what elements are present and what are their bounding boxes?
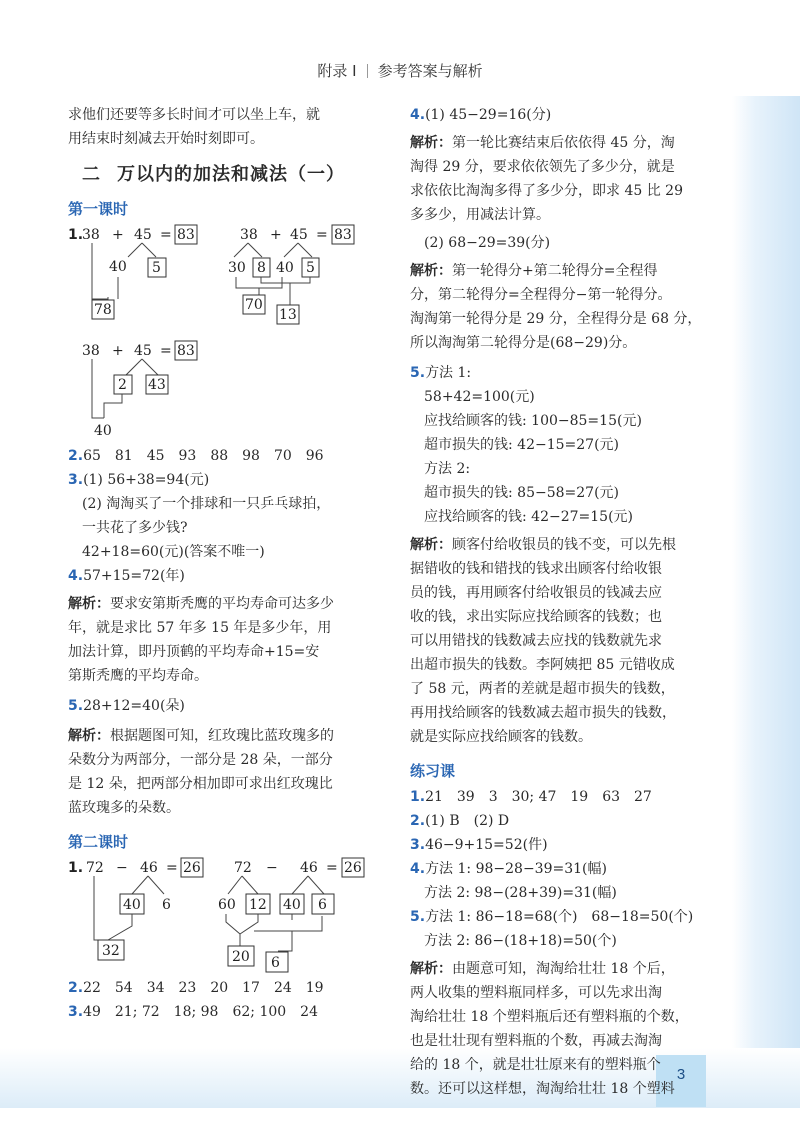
r-q5-analysis: 解析：顾客付给收银员的钱不变，可以先根	[410, 537, 676, 553]
q1b-part2: 6	[162, 897, 171, 913]
lesson-1-heading: 第一课时	[68, 200, 129, 218]
q1-d3-part1: 2	[118, 377, 127, 393]
q2b-line: 2.22 54 34 23 20 17 24 19	[68, 980, 324, 996]
q1-d3-line	[92, 359, 104, 418]
p2-line: 2.(1) B (2) D	[410, 813, 510, 829]
q1-d1-line	[92, 243, 108, 299]
q1b-d2-line	[254, 916, 322, 931]
appendix-label: 附录 I	[317, 62, 357, 80]
q1b-d2-b: 46	[300, 860, 318, 876]
q3-line: 一共花了多少钱?	[82, 520, 188, 536]
q1-d2-part4: 5	[306, 260, 315, 276]
q1-d2-a: 38	[240, 227, 258, 243]
q2-line: 2.65 81 45 93 88 98 70 96	[68, 448, 324, 464]
q1-d1-eq: =	[160, 227, 172, 243]
q1b-number: 1.	[68, 860, 84, 876]
r-q5-analysis: 收的钱，求出实际应找给顾客的钱数；也	[410, 609, 662, 625]
q5-analysis: 朵数分为两部分，一部分是 28 朵，一部分	[68, 752, 333, 768]
q1-d1-line	[142, 243, 156, 257]
q1b-d2-line	[228, 876, 242, 894]
r-q5-line: 5.方法 1:	[410, 365, 472, 381]
q1b-result: 32	[102, 943, 120, 959]
section-title: 二 万以内的加法和减法（一）	[82, 164, 345, 185]
q1b-d2-line	[308, 876, 324, 894]
right-column	[410, 103, 728, 1101]
q1-d3-line	[104, 394, 122, 418]
q1-d1-b: 45	[134, 227, 152, 243]
q1b-d2-result2: 6	[271, 955, 280, 971]
q1b-d2-line	[278, 931, 292, 951]
p5-analysis: 两人收集的塑料瓶同样多，可以先求出淘	[410, 985, 662, 1001]
q1-d1-a: 38	[82, 227, 100, 243]
q1b-d2-line	[292, 876, 308, 894]
q1-d3-b: 45	[134, 343, 152, 359]
q1b-line	[108, 914, 132, 940]
q5-analysis: 是 12 朵，把两部分相加即可求出红玫瑰比	[68, 776, 333, 792]
r-q5-analysis: 就是实际应找给顾客的钱数。	[410, 729, 592, 745]
r-q4-analysis: 求依依比淘淘多得了多少分，即求 45 比 29	[410, 183, 683, 199]
q1-d3-plus: +	[112, 343, 124, 359]
q1-d2-b: 45	[290, 227, 308, 243]
r-q5-analysis: 员的钱，再用顾客付给收银员的钱减去应	[410, 585, 662, 601]
q1b-a: 72	[86, 860, 104, 876]
q1b-b: 46	[140, 860, 158, 876]
lesson-2-heading: 第二课时	[68, 833, 129, 851]
q1-diagram-svg	[68, 223, 388, 438]
q1b-part1: 40	[123, 897, 141, 913]
p5-analysis: 解析：由题意可知，淘淘给壮壮 18 个后，	[410, 961, 675, 977]
p5-analysis: 淘给壮壮 18 个塑料瓶后还有塑料瓶的个数，	[410, 1009, 689, 1025]
q1-d2-line	[234, 243, 248, 257]
q1b-line	[94, 876, 108, 940]
header-divider	[367, 64, 368, 78]
r-q5-analysis: 出超市损失的钱数。李阿姨把 85 元错收成	[410, 657, 675, 673]
r-q4-line: 4.(1) 45−29=16(分)	[410, 107, 552, 123]
q1b-d2-part1: 60	[218, 897, 236, 913]
r-q4-analysis2: 所以淘淘第二轮得分是(68−29)分。	[410, 335, 637, 351]
r-q4-line2: (2) 68−29=39(分)	[424, 235, 551, 251]
r-q5-analysis: 了 58 元，两者的差就是超市损失的钱数，	[410, 681, 675, 697]
q1b-d2-line	[226, 914, 240, 934]
q1-d3-eq: =	[160, 343, 172, 359]
q1-d2-eq: =	[316, 227, 328, 243]
left-column	[68, 103, 388, 1024]
r-q4-analysis: 多多少，用减法计算。	[410, 207, 550, 223]
q4-analysis: 解析：要求安第斯秃鹰的平均寿命可达多少	[68, 596, 334, 612]
r-q5-analysis: 据错收的钱和错找的钱求出顾客付给收银	[410, 561, 662, 577]
p4-line: 方法 2: 98−(28+39)=31(幅)	[424, 885, 617, 901]
q1b-d2-line	[242, 876, 258, 894]
q1b-answer: 26	[183, 860, 201, 876]
q1b-d2-a: 72	[234, 860, 252, 876]
q1b-d2-part4: 6	[318, 897, 327, 913]
q1b-d2-result1: 20	[232, 949, 250, 965]
q1-d2-answer: 83	[334, 227, 352, 243]
q1-d1-answer: 83	[177, 227, 195, 243]
q1-d2-part3: 40	[276, 260, 294, 276]
q1-d1-part2: 5	[152, 260, 161, 276]
q1b-line	[148, 876, 164, 894]
q1-d3-sum: 40	[94, 423, 112, 438]
q1-d1-plus: +	[112, 227, 124, 243]
q1b-eq: =	[166, 860, 178, 876]
practice-heading: 练习课	[410, 762, 456, 780]
q1b-diagram-svg	[68, 856, 388, 974]
q1-d2-part2: 8	[257, 260, 266, 276]
page-number: 3	[656, 1055, 706, 1107]
q4-analysis: 加法计算，即丹顶鹤的平均寿命+15=安	[68, 644, 320, 660]
q5-analysis: 解析：根据题图可知，红玫瑰比蓝玫瑰多的	[68, 728, 334, 744]
p5-analysis: 给的 18 个，就是壮壮原来有的塑料瓶个	[410, 1057, 661, 1073]
side-decoration	[732, 96, 800, 1096]
q1-d1-sum: 78	[94, 302, 112, 318]
r-q5-line: 方法 2:	[424, 461, 471, 477]
q5-analysis: 蓝玫瑰多的朵数。	[68, 800, 180, 816]
r-q5-analysis: 可以用错找的钱数减去应找的钱数就先求	[410, 633, 662, 649]
p4-line: 4.方法 1: 98−28−39=31(幅)	[410, 861, 607, 877]
r-q4-analysis2: 分，第二轮得分=全程得分−第一轮得分。	[410, 287, 672, 303]
q1-d3-line	[126, 359, 142, 375]
q3-line: (2) 淘淘买了一个排球和一只乒乓球拍，	[82, 496, 331, 512]
q1-d1-line	[128, 243, 142, 257]
q1b-diagrams	[68, 856, 388, 974]
r-q5-line: 超市损失的钱: 85−58=27(元)	[424, 485, 619, 501]
q1-d3-line	[142, 359, 158, 375]
q1-d3-a: 38	[82, 343, 100, 359]
q1-d2-sum2: 13	[279, 307, 297, 323]
r-q4-analysis2: 解析：第一轮得分+第二轮得分=全程得	[410, 263, 658, 279]
r-q5-analysis: 再用找给顾客的钱数减去超市损失的钱数，	[410, 705, 676, 721]
r-q4-analysis2: 淘淘第一轮得分是 29 分，全程得分是 68 分，	[410, 311, 702, 327]
q3-line: 3.(1) 56+38=94(元)	[68, 472, 210, 488]
r-q5-line: 应找给顾客的钱: 100−85=15(元)	[424, 413, 642, 429]
q1-d2-line	[248, 243, 262, 257]
q1b-d2-part2: 12	[249, 897, 267, 913]
q1b-d2-minus: −	[266, 860, 278, 876]
r-q4-analysis: 淘得 29 分，要求依依领先了多少分，就是	[410, 159, 675, 175]
q1b-minus: −	[116, 860, 128, 876]
p1-line: 1.21 39 3 30; 47 19 63 27	[410, 789, 652, 805]
r-q5-line: 超市损失的钱: 42−15=27(元)	[424, 437, 619, 453]
q4-analysis: 年，就是求比 57 年多 15 年是多少年，用	[68, 620, 332, 636]
q4-line: 4.57+15=72(年)	[68, 568, 185, 584]
q1-diagrams	[68, 223, 388, 438]
q1b-d2-part3: 40	[283, 897, 301, 913]
q1-d2-line	[298, 243, 312, 257]
q1-d2-sum1: 70	[245, 297, 263, 313]
q1-d2-plus: +	[270, 227, 282, 243]
q3-line: 42+18=60(元)(答案不唯一)	[82, 544, 265, 560]
p5-analysis: 数。还可以这样想，淘淘给壮壮 18 个塑料	[410, 1081, 675, 1097]
q1-number: 1.	[68, 227, 84, 243]
q3b-line: 3.49 21; 72 18; 98 62; 100 24	[68, 1004, 318, 1020]
q1-d2-line	[284, 243, 298, 257]
p3-line: 3.46−9+15=52(件)	[410, 837, 548, 853]
q1-d2-line	[261, 277, 310, 283]
intro-line: 用结束时刻减去开始时刻即可。	[68, 131, 264, 147]
q1-d2-part1: 30	[228, 260, 246, 276]
q1b-d2-answer: 26	[344, 860, 362, 876]
header-title: 参考答案与解析	[377, 62, 483, 80]
q5-line: 5.28+12=40(朵)	[68, 698, 185, 714]
q4-analysis: 第斯秃鹰的平均寿命。	[68, 668, 208, 684]
q1-d3-answer: 83	[177, 343, 195, 359]
q1b-d2-eq: =	[326, 860, 338, 876]
r-q4-analysis: 解析：第一轮比赛结束后依依得 45 分，淘	[410, 135, 675, 151]
page-header	[0, 60, 800, 81]
intro-line: 求他们还要等多长时间才可以坐上车，就	[68, 107, 320, 123]
q1-d3-part2: 43	[148, 377, 166, 393]
r-q5-line: 58+42=100(元)	[424, 389, 535, 405]
p5-line: 5.方法 1: 86−18=68(个) 68−18=50(个)	[410, 909, 694, 925]
p5-analysis: 也是壮壮现有塑料瓶的个数，再减去淘淘	[410, 1033, 662, 1049]
r-q5-line: 应找给顾客的钱: 42−27=15(元)	[424, 509, 633, 525]
q1b-line	[132, 876, 148, 894]
p5-line: 方法 2: 86−(18+18)=50(个)	[424, 933, 617, 949]
q1-d1-part1: 40	[109, 259, 127, 275]
